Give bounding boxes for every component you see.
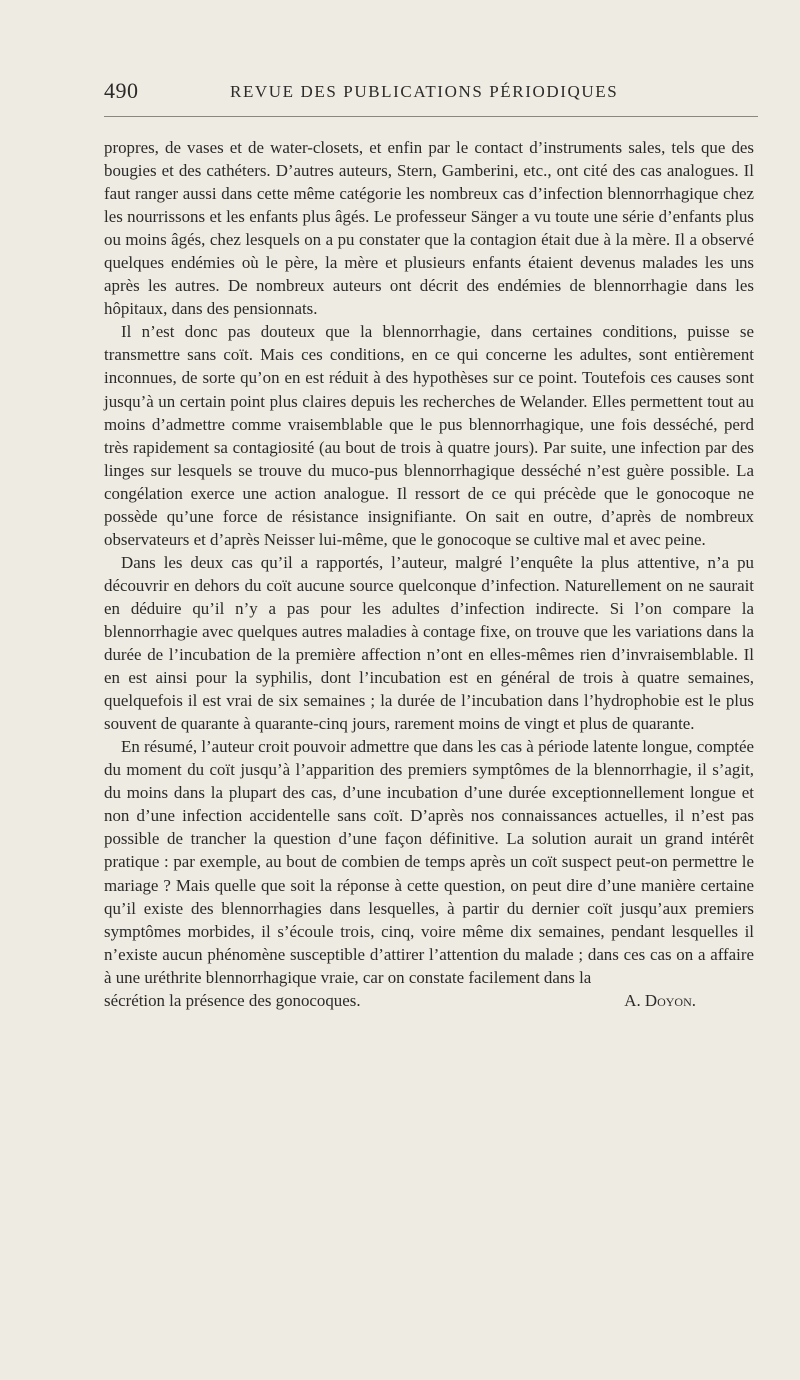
paragraph: En résumé, l’auteur croit pouvoir admettre que dans les cas à période latente longue, comptée du moment du coït jusqu’à l’apparition des premiers symptômes de la blennorrhagie, il s’agit, du moins dans la plupart des cas, d’une incubation d’une durée exceptionnellement longue et non d’une infection accidentelle sans coït. D’après nos connaissances actuelles, il n’est pas possible de trancher la question d’une façon définitive. La solution aurait un grand intérêt pratique : par exemple, au bout de combien de temps après un coït suspect peut-on permettre le mariage ? Mais quelle que soit la réponse à cette question, on peut dire d’une manière certaine qu’il existe des blennorrhagies dans lesquelles, à partir du dernier coït jusqu’aux premiers symptômes morbides, il s’écoule trois, cinq, voire même dix semaines, pendant lesquelles il n’existe aucun phénomène susceptible d’attirer l’attention du malade ; dans ces cas on a affaire à une uréthrite blennorrhagique vraie, car on constate facilement dans la: [104, 737, 754, 987]
signature-initial: A.: [624, 990, 641, 1010]
paragraph-continued: propres, de vases et de water-closets, et enfin par le contact d’instruments sales, tels que des bougies et des cathéters. D’autres auteurs, Stern, Gamberini, etc., ont cité des cas analogues. Il faut ranger aussi dans cette même catégorie les nombreux cas d’infection blennorrhagique chez les nourrissons et les enfants plus âgés. Le professeur Sänger a vu toute une série d’enfants plus ou moins âgés, chez lesquels on a pu constater que la contagion était due à la mère. Il a observé quelques endémies où le père, la mère et plusieurs enfants étaient devenus malades les uns après les autres. De nombreux auteurs ont décrit des endémies de blennorrhagie dans les hôpitaux, dans des pensionnats.: [104, 138, 754, 319]
header-rule: [104, 116, 758, 117]
paragraph: Dans les deux cas qu’il a rapportés, l’auteur, malgré l’enquête la plus attentive, n’a pu découvrir en dehors du coït aucune source quelconque d’infection. Naturellement on ne saurait en déduire qu’il n’y a pas pour les adultes d’infection indirecte. Si l’on compare la blennorrhagie avec quelques autres maladies à contage fixe, on trouve que les variations dans la durée de l’incubation de la première affection n’ont en elles-mêmes rien d’invraisemblable. Il en est ainsi pour la syphilis, dont l’incubation est en général de trois à quatre semaines, quelquefois il est vrai de six semaines ; la durée de l’incubation dans l’hydrophobie est le plus souvent de quarante à quarante-cinq jours, rarement moins de vingt et plus de quarante.: [104, 552, 754, 734]
article-body: [104, 136, 754, 1012]
closing-text: sécrétion la présence des gonocoques.: [104, 990, 361, 1010]
page-number: 490: [104, 78, 139, 103]
signature-name: Doyon.: [644, 990, 696, 1010]
page-header: [104, 78, 752, 108]
running-title: REVUE DES PUBLICATIONS PÉRIODIQUES: [230, 82, 619, 101]
author-signature: [624, 989, 754, 1012]
closing-line: [104, 989, 754, 1012]
paragraph: Il n’est donc pas douteux que la blennorrhagie, dans certaines conditions, puisse se transmettre sans coït. Mais ces conditions, en ce qui concerne les adultes, sont entièrement inconnues, de sorte qu’on en est réduit à des hypothèses sur ce point. Toutefois ces causes sont jusqu’à un certain point plus claires depuis les recherches de Welander. Elles permettent tout au moins d’admettre comme vraisemblable que le pus blennorrhagique, une fois desséché, perd très rapidement sa contagiosité (au bout de trois à quatre jours). Par suite, une infection par des linges sur lesquels se trouve du muco-pus blennorrhagique desséché n’est guère possible. La congélation exerce une action analogue. Il ressort de ce qui précède que le gonocoque ne possède qu’une force de résistance insignifiante. On sait en outre, d’après de nombreux observateurs et d’après Neisser lui-même, que le gonocoque se cultive mal et avec peine.: [104, 322, 754, 549]
